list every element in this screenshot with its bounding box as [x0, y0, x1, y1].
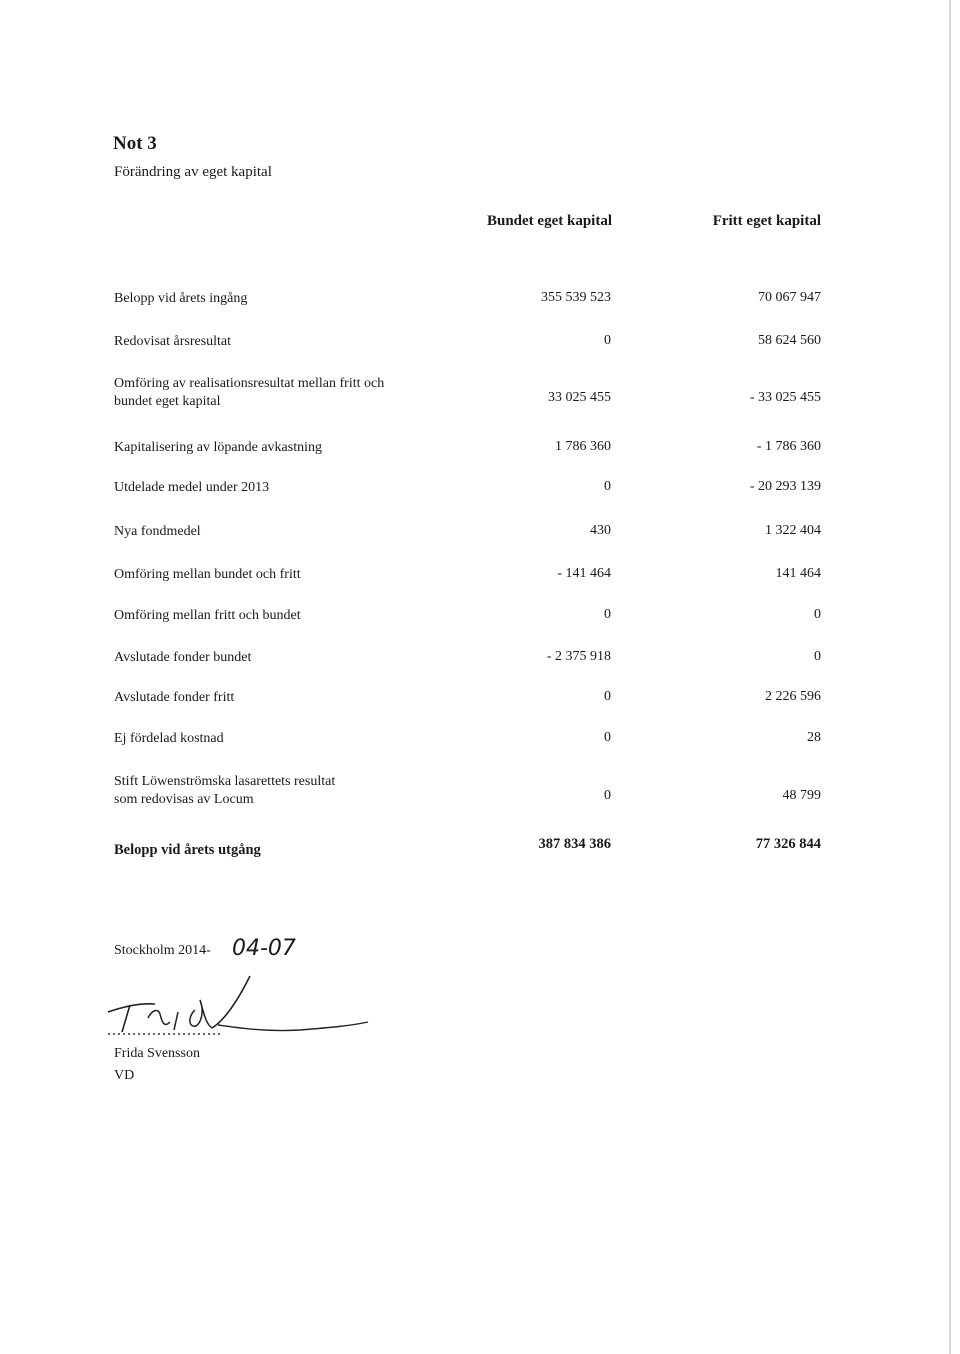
value-bundet: 355 539 523 — [541, 290, 611, 305]
signatory-role: VD — [114, 1068, 135, 1083]
value-bundet: 0 — [604, 730, 611, 745]
value-fritt: 0 — [814, 607, 821, 622]
value-bundet: - 2 375 918 — [546, 649, 611, 664]
row-label: Kapitalisering av löpande avkastning — [114, 440, 322, 455]
value-bundet: 33 025 455 — [548, 390, 611, 405]
value-fritt: 2 226 596 — [765, 689, 821, 704]
row-label: Omföring mellan bundet och fritt — [114, 567, 301, 582]
value-bundet: - 141 464 — [557, 566, 611, 581]
row-label: Belopp vid årets ingång — [114, 291, 248, 306]
value-bundet: 0 — [604, 333, 611, 348]
signature-place: Stockholm 2014- — [114, 943, 211, 958]
total-bundet: 387 834 386 — [538, 836, 611, 852]
row-label: Redovisat årsresultat — [114, 334, 232, 349]
signature-image — [100, 970, 380, 1050]
value-fritt: 1 322 404 — [765, 523, 821, 538]
page-edge-line — [949, 0, 951, 1354]
signatory-name: Frida Svensson — [114, 1046, 200, 1061]
column-header-bundet: Bundet eget kapital — [486, 213, 612, 229]
value-bundet: 430 — [590, 523, 611, 538]
value-fritt: 48 799 — [782, 788, 821, 803]
value-fritt: - 20 293 139 — [749, 479, 821, 494]
value-fritt: 28 — [807, 730, 821, 745]
handwritten-date: 04-07 — [232, 936, 296, 961]
column-header-fritt: Fritt eget kapital — [712, 213, 821, 229]
total-fritt: 77 326 844 — [755, 836, 821, 852]
row-label: Stift Löwenströmska lasarettets resultat som redovisas av Locum — [114, 774, 336, 807]
row-label: Avslutade fonder fritt — [114, 690, 235, 705]
row-label: Nya fondmedel — [114, 524, 201, 539]
note-subtitle: Förändring av eget kapital — [114, 164, 272, 180]
value-fritt: 70 067 947 — [758, 290, 821, 305]
value-bundet: 0 — [604, 788, 611, 803]
value-bundet: 0 — [604, 607, 611, 622]
value-bundet: 0 — [604, 479, 611, 494]
value-fritt: - 33 025 455 — [749, 390, 821, 405]
value-fritt: - 1 786 360 — [756, 439, 821, 454]
row-label: Ej fördelad kostnad — [114, 731, 224, 746]
value-bundet: 0 — [604, 689, 611, 704]
row-label: Utdelade medel under 2013 — [114, 480, 270, 495]
total-label: Belopp vid årets utgång — [114, 842, 261, 858]
value-fritt: 58 624 560 — [758, 333, 821, 348]
value-bundet: 1 786 360 — [555, 439, 611, 454]
value-fritt: 0 — [814, 649, 821, 664]
row-label: Omföring av realisationsresultat mellan fritt och bundet eget kapital — [114, 376, 385, 409]
note-title: Not 3 — [113, 133, 157, 154]
value-fritt: 141 464 — [775, 566, 821, 581]
row-label: Omföring mellan fritt och bundet — [114, 608, 301, 623]
row-label: Avslutade fonder bundet — [114, 650, 252, 665]
